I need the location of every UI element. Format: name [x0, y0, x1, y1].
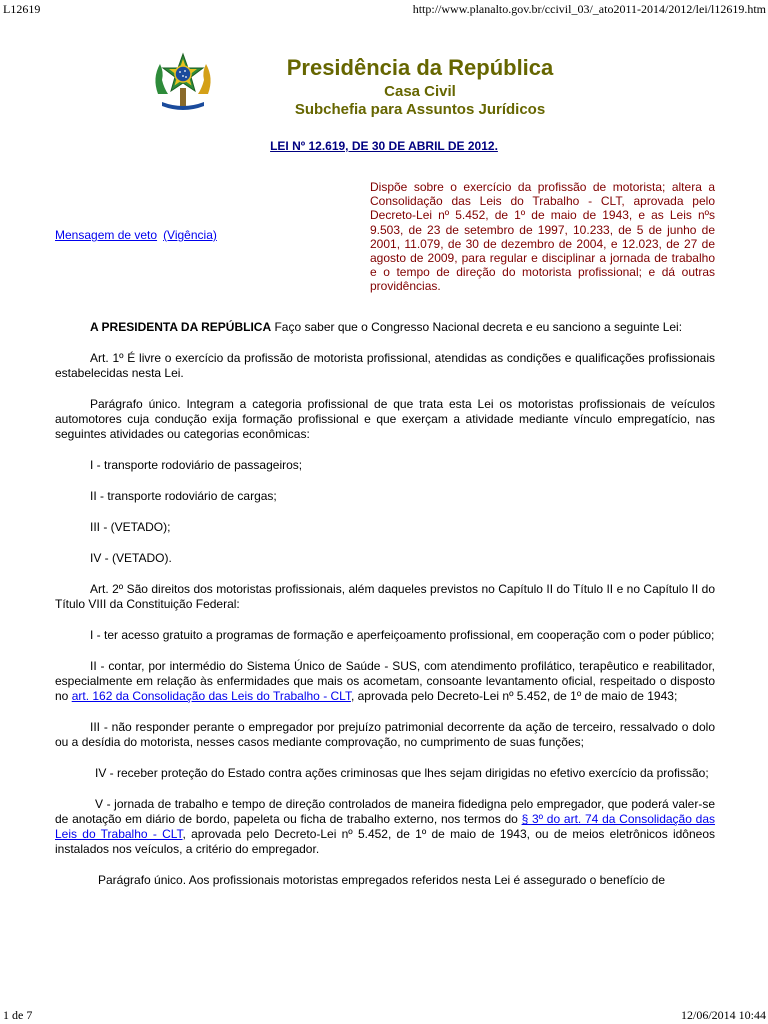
preamble-bold: A PRESIDENTA DA REPÚBLICA — [90, 320, 272, 334]
header-casa-civil: Casa Civil — [384, 83, 456, 100]
article-2-item-v-text-b: , aprovada pelo Decreto-Lei nº 5.452, de 1º de maio de 1943, ou de meios eletrônicos idôneos instalados nos veículos, a critério do empregador. — [55, 827, 716, 856]
brazil-coat-of-arms-icon — [150, 50, 216, 116]
preamble — [55, 320, 715, 335]
article-2: Art. 2º São direitos dos motoristas profissionais, além daqueles previstos no Capítulo II do Título II e no Capítulo II do Título VIII da Constituição Federal: — [55, 582, 715, 611]
header-subchefia: Subchefia para Assuntos Jurídicos — [294, 101, 546, 118]
article-1-item-iv: IV - (VETADO). — [90, 551, 172, 565]
ementa: Dispõe sobre o exercício da profissão de motorista; altera a Consolidação das Leis do Trabalho - CLT, aprovada pelo Decreto-Lei nº 5.452, de 1º de maio de 1943, e as Leis nºs 9.503, de 23 de setembro de 1997, 10.233, de 5 de junho de 2001, 11.079, de 30 de dezembro de 2004, e 12.023, de 27 de agosto de 2009, para regular e disciplinar a jornada de trabalho e o tempo de direção do motorista profissional; e dá outras providências. — [370, 180, 715, 294]
law-body — [55, 320, 715, 904]
article-2-item-ii-text-a: II - contar, por intermédio do Sistema Único de Saúde - SUS, com atendimento profilático, terapêutico e reabilitador, especialmente em relação às enfermidades que mais os acometam, consoante levantamento oficial, respeitado o disposto no — [55, 659, 715, 703]
print-header — [0, 0, 768, 18]
print-page-number: 1 de 7 — [3, 1008, 33, 1022]
veto-message-link[interactable]: Mensagem de veto — [55, 228, 158, 242]
article-1-paragraph: Parágrafo único. Integram a categoria profissional de que trata esta Lei os motoristas profissionais de veículos automotores cuja condução exija formação profissional e que exerçam a atividade mediante vínculo empregatício, nas seguintes atividades ou categorias econômicas: — [55, 397, 715, 441]
article-2-item-ii-text-b: , aprovada pelo Decreto-Lei nº 5.452, de 1º de maio de 1943; — [350, 689, 678, 703]
law-title: LEI Nº 12.619, DE 30 DE ABRIL DE 2012. — [270, 139, 498, 153]
print-datetime: 12/06/2014 10:44 — [680, 1008, 766, 1022]
article-2-paragraph: Parágrafo único. Aos profissionais motoristas empregados referidos nesta Lei é assegurado o benefício de — [98, 873, 665, 887]
article-2-item-i: I - ter acesso gratuito a programas de formação e aperfeiçoamento profissional, em cooperação com o poder público; — [90, 628, 715, 642]
article-1-item-ii: II - transporte rodoviário de cargas; — [90, 489, 277, 503]
clt-art-74-link[interactable]: § 3º do art. 74 da Consolidação das Leis do Trabalho - CLT — [55, 812, 715, 841]
article-1: Art. 1º É livre o exercício da profissão de motorista profissional, atendidas as condições e qualificações profissionais estabelecidas nesta Lei. — [55, 351, 715, 380]
article-2-item-v — [55, 797, 715, 857]
article-2-item-ii — [55, 659, 715, 704]
article-2-item-iii: III - não responder perante o empregador por prejuízo patrimonial decorrente da ação de terceiro, ressalvado o dolo ou a desídia do motorista, nesses casos mediante comprovação, no cumprimento de suas funções; — [55, 720, 715, 749]
article-1-item-i: I - transporte rodoviário de passageiros; — [90, 458, 303, 472]
print-page-url: http://www.planalto.gov.br/ccivil_03/_ato2011-2014/2012/lei/l12619.htm — [412, 2, 766, 16]
print-page-title: L12619 — [3, 2, 41, 16]
vigencia-link[interactable]: (Vigência) — [163, 228, 217, 242]
clt-art-162-link[interactable]: art. 162 da Consolidação das Leis do Trabalho - CLT — [71, 689, 351, 703]
print-footer — [0, 1006, 768, 1024]
article-2-item-iv: IV - receber proteção do Estado contra ações criminosas que lhes sejam dirigidas no efetivo exercício da profissão; — [95, 766, 709, 780]
header-presidencia: Presidência da República — [286, 55, 554, 80]
article-1-item-iii: III - (VETADO); — [90, 520, 171, 534]
side-links — [55, 228, 217, 242]
article-2-item-v-text-a: V - jornada de trabalho e tempo de direção controlados de maneira fidedigna pelo empregador, que poderá valer-se de anotação em diário de bordo, papeleta ou ficha de trabalho externo, nos termos do — [55, 797, 715, 826]
preamble-text: Faço saber que o Congresso Nacional decreta e eu sanciono a seguinte Lei: — [271, 320, 683, 334]
